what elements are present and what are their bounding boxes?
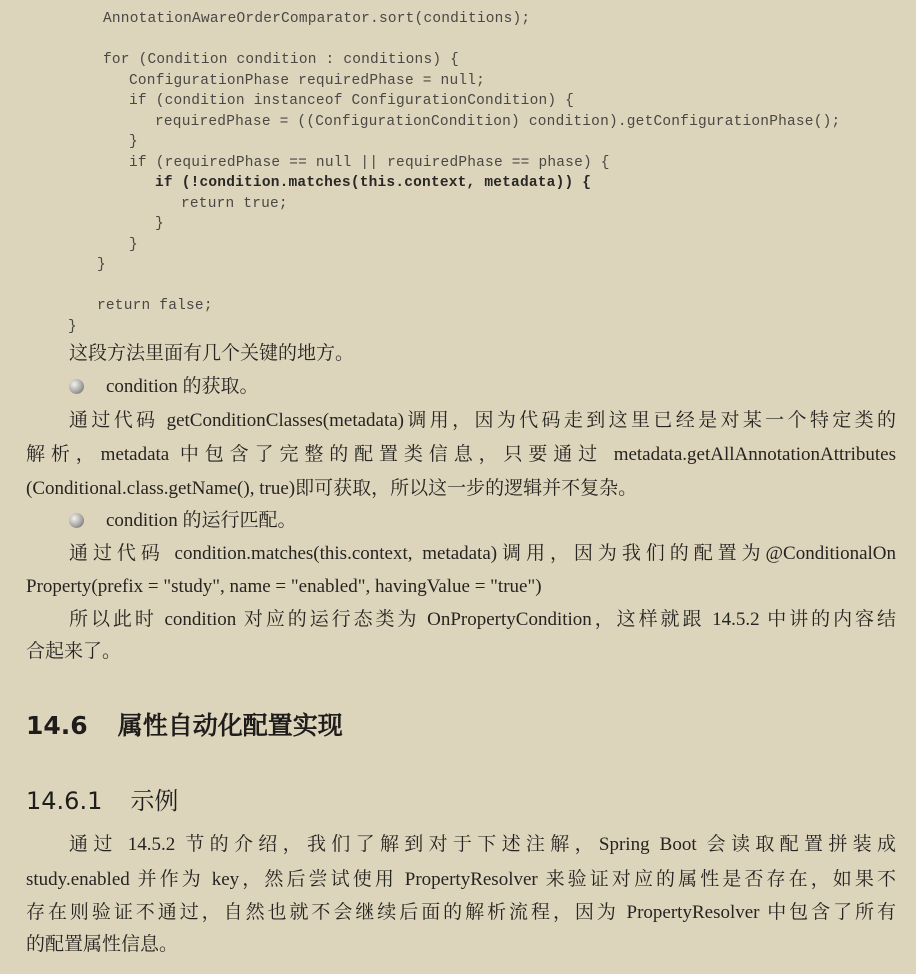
subsection-title: 示例	[130, 787, 179, 815]
intro-text: 这段方法里面有几个关键的地方。	[69, 343, 355, 364]
code-line: }	[155, 216, 164, 232]
paragraph-line: study.enabled 并作为 key，然后尝试使用 PropertyResolver 来验证对应的属性是否存在，如果不	[26, 869, 896, 890]
paragraph-line: Property(prefix = "study", name = "enabled", havingValue = "true")	[26, 576, 542, 597]
code-line: if (requiredPhase == null || requiredPhase == phase) {	[129, 155, 610, 171]
code-line: return true;	[181, 196, 288, 212]
code-line: ConfigurationPhase requiredPhase = null;	[129, 73, 486, 89]
code-line: }	[129, 134, 138, 150]
bullet-text: condition 的获取。	[106, 376, 259, 397]
paragraph-line: (Conditional.class.getName(), true)即可获取，所以这一步的逻辑并不复杂。	[26, 478, 638, 499]
code-line: }	[68, 319, 77, 335]
code-block	[0, 0, 841, 335]
code-line: }	[129, 237, 138, 253]
bullet-icon	[69, 379, 84, 394]
code-line: if (condition instanceof ConfigurationCondition) {	[129, 93, 575, 109]
bullet-text: condition 的运行匹配。	[106, 510, 297, 531]
paragraph-line: 合起来了。	[26, 641, 122, 662]
paragraph-line: 通过代码 getConditionClasses(metadata)调用，因为代码走到这里已经是对某一个特定类的	[69, 410, 896, 431]
subsection-heading	[26, 781, 178, 816]
paragraph-line: 存在则验证不通过，自然也就不会继续后面的解析流程，因为 PropertyResolver 中包含了所有	[26, 902, 896, 923]
section-heading	[26, 706, 343, 742]
paragraph-line: 通过 14.5.2 节的介绍，我们了解到对于下述注解，Spring Boot 会读取配置拼装成	[69, 834, 896, 855]
subsection-number: 14.6.1	[26, 787, 103, 815]
paragraph-line: 的配置属性信息。	[26, 934, 179, 955]
code-line: }	[97, 257, 106, 273]
code-line: AnnotationAwareOrderComparator.sort(conditions);	[103, 11, 531, 27]
section-title: 属性自动化配置实现	[117, 711, 343, 740]
paragraph-line: 通过代码 condition.matches(this.context, metadata)调用，因为我们的配置为@ConditionalOn	[69, 543, 896, 564]
bullet-item	[69, 375, 259, 399]
code-line: if (!condition.matches(this.context, metadata)) {	[155, 175, 592, 191]
paragraph-line: 所以此时 condition 对应的运行态类为 OnPropertyCondition，这样就跟 14.5.2 中讲的内容结	[69, 609, 896, 630]
bullet-icon	[69, 513, 84, 528]
paragraph-line: 解析，metadata 中包含了完整的配置类信息，只要通过 metadata.getAllAnnotationAttributes	[26, 444, 896, 465]
code-line: requiredPhase = ((ConfigurationCondition) condition).getConfigurationPhase();	[155, 114, 841, 130]
bullet-item	[69, 509, 297, 533]
code-line: return false;	[97, 298, 213, 314]
code-line: for (Condition condition : conditions) {	[103, 52, 460, 68]
section-number: 14.6	[26, 711, 88, 740]
